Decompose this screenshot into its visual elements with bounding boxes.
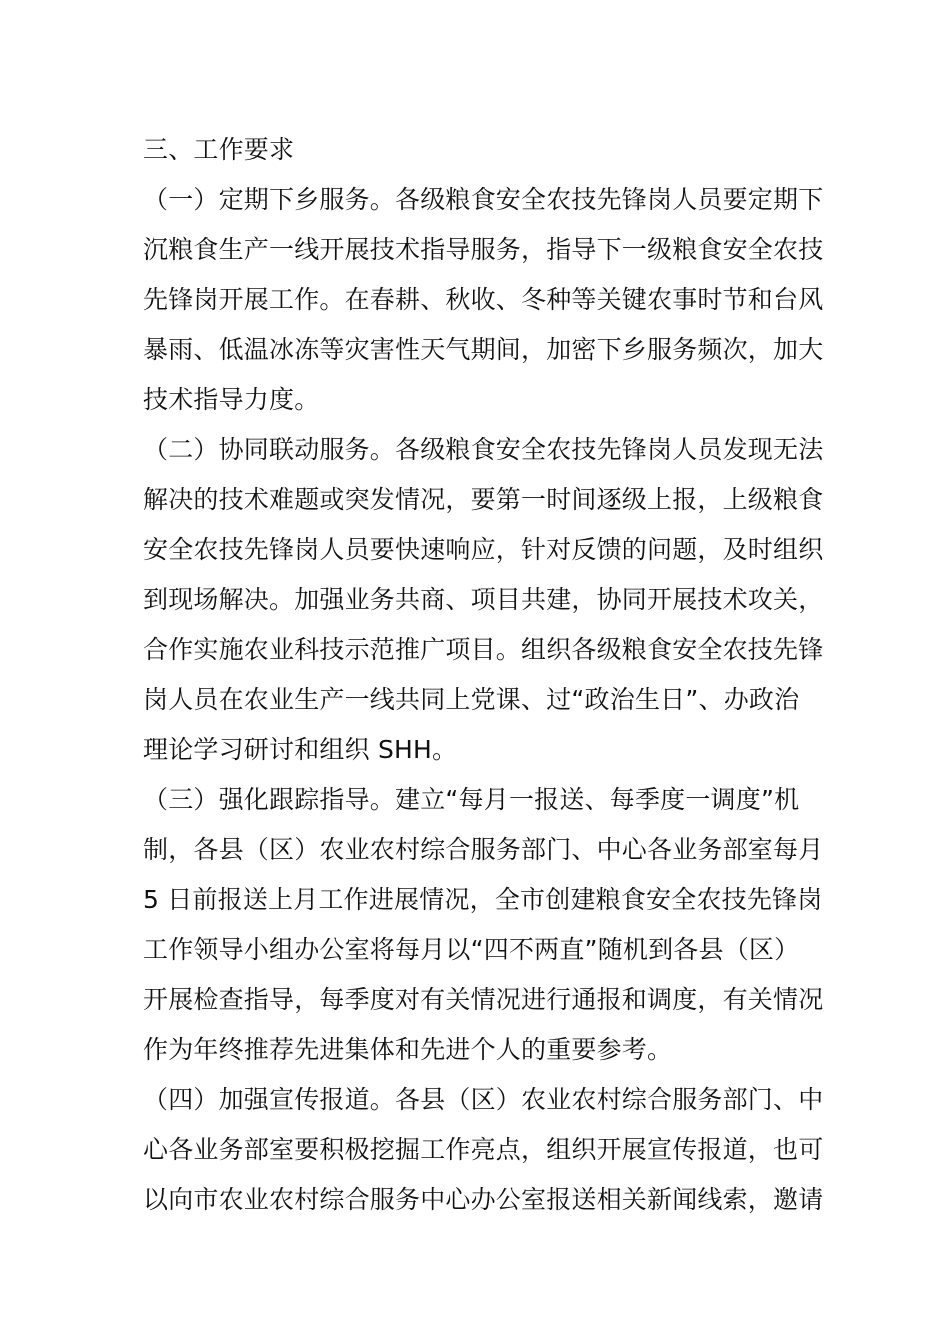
text-line: 开展检查指导，每季度对有关情况进行通报和调度，有关情况 <box>143 985 824 1014</box>
text-line: （一）定期下乡服务。各级粮食安全农技先锋岗人员要定期下 <box>143 185 824 214</box>
text-line: （四）加强宣传报道。各县（区）农业农村综合服务部门、中 <box>143 1085 824 1114</box>
text-line: 安全农技先锋岗人员要快速响应，针对反馈的问题，及时组织 <box>143 535 824 564</box>
text-line: 理论学习研讨和组织 SHH。 <box>143 735 458 764</box>
text-line: 制，各县（区）农业农村综合服务部门、中心各业务部室每月 <box>143 835 824 864</box>
text-line: 合作实施农业科技示范推广项目。组织各级粮食安全农技先锋 <box>143 635 824 664</box>
text-line: 5 日前报送上月工作进展情况，全市创建粮食安全农技先锋岗 <box>143 885 823 914</box>
text-line: 岗人员在农业生产一线共同上党课、过“政治生日”、办政治 <box>143 685 800 714</box>
text-line: 作为年终推荐先进集体和先进个人的重要参考。 <box>143 1035 673 1064</box>
text-line: 沉粮食生产一线开展技术指导服务，指导下一级粮食安全农技 <box>143 235 824 264</box>
text-line: 暴雨、低温冰冻等灾害性天气期间，加密下乡服务频次，加大 <box>143 335 824 364</box>
text-line: 技术指导力度。 <box>143 385 320 414</box>
text-line: 解决的技术难题或突发情况，要第一时间逐级上报，上级粮食 <box>143 485 824 514</box>
text-line: 先锋岗开展工作。在春耕、秋收、冬种等关键农事时节和台风 <box>143 285 824 314</box>
text-line: 到现场解决。加强业务共商、项目共建，协同开展技术攻关， <box>143 585 824 614</box>
text-line: 以向市农业农村综合服务中心办公室报送相关新闻线索，邀请 <box>143 1185 824 1214</box>
text-line: 工作领导小组办公室将每月以“四不两直”随机到各县（区） <box>143 935 800 964</box>
section-heading: 三、工作要求 <box>143 135 295 164</box>
text-line: （三）强化跟踪指导。建立“每月一报送、每季度一调度”机 <box>143 785 800 814</box>
text-line: （二）协同联动服务。各级粮食安全农技先锋岗人员发现无法 <box>143 435 824 464</box>
text-line: 心各业务部室要积极挖掘工作亮点，组织开展宣传报道，也可 <box>143 1135 824 1164</box>
